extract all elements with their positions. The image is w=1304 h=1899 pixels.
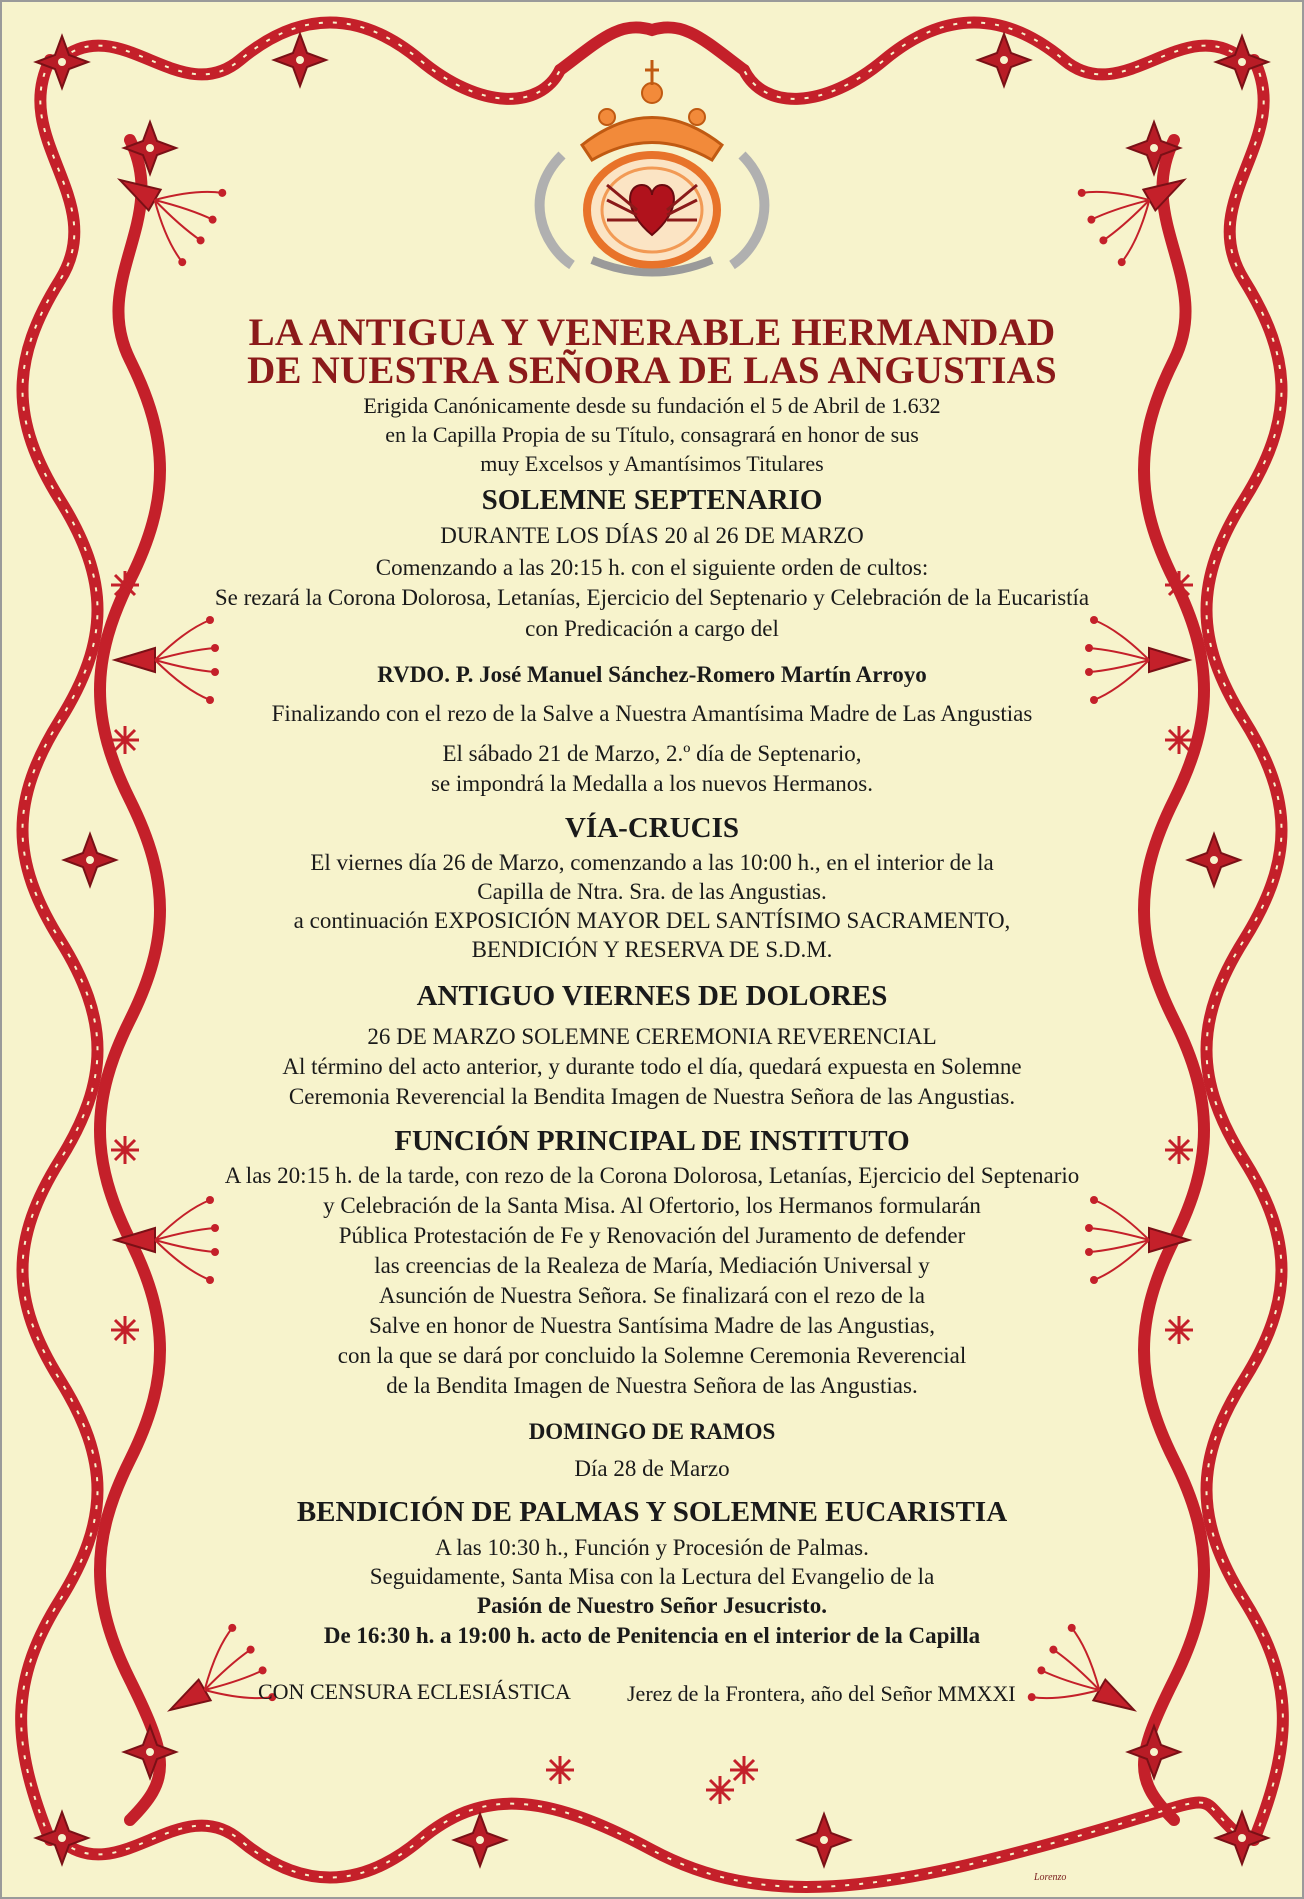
via-crucis-line: a continuación EXPOSICIÓN MAYOR DEL SANTÍSIMO SACRAMENTO, <box>293 908 1011 933</box>
heading-viernes-dolores: ANTIGUO VIERNES DE DOLORES <box>416 980 888 1012</box>
censura-note: CON CENSURA ECLESIÁSTICA <box>258 1679 571 1704</box>
heading-domingo-ramos: DOMINGO DE RAMOS <box>528 1419 776 1444</box>
intro-line: Erigida Canónicamente desde su fundación el 5 de Abril de 1.632 <box>363 393 941 418</box>
viernes-dolores-line: Al término del acto anterior, y durante todo el día, quedará expuesta en Solemne <box>282 1054 1022 1079</box>
funcion-line: con la que se dará por concluido la Solemne Ceremonia Reverencial <box>337 1343 967 1368</box>
septenario-line: Se rezará la Corona Dolorosa, Letanías, Ejercicio del Septenario y Celebración de la Eucaristía <box>214 585 1090 610</box>
intro-line: muy Excelsos y Amantísimos Titulares <box>480 451 824 476</box>
preacher-name: RVDO. P. José Manuel Sánchez-Romero Martín Arroyo <box>377 662 927 687</box>
medal-line: se impondrá la Medalla a los nuevos Hermanos. <box>431 771 873 796</box>
funcion-line: y Celebración de la Santa Misa. Al Ofertorio, los Hermanos formularán <box>323 1193 981 1218</box>
septenario-closing: Finalizando con el rezo de la Salve a Nuestra Amantísima Madre de Las Angustias <box>271 701 1033 726</box>
via-crucis-line: BENDICIÓN Y RESERVA DE S.D.M. <box>471 937 833 962</box>
funcion-line: A las 20:15 h. de la tarde, con rezo de la Corona Dolorosa, Letanías, Ejercicio del Septenario <box>224 1163 1080 1188</box>
intro-line: en la Capilla Propia de su Título, consagrará en honor de sus <box>385 422 919 447</box>
heading-septenario: SOLEMNE SEPTENARIO <box>481 484 823 516</box>
via-crucis-line: El viernes día 26 de Marzo, comenzando a las 10:00 h., en el interior de la <box>310 850 994 875</box>
via-crucis-line: Capilla de Ntra. Sra. de las Angustias. <box>477 879 827 904</box>
septenario-line: con Predicación a cargo del <box>525 616 779 641</box>
title-line-1: LA ANTIGUA Y VENERABLE HERMANDAD <box>248 311 1056 354</box>
medal-line: El sábado 21 de Marzo, 2.º día de Septenario, <box>442 741 862 766</box>
palmas-bold-line: Pasión de Nuestro Señor Jesucristo. <box>477 1593 827 1618</box>
viernes-dolores-line: 26 DE MARZO SOLEMNE CEREMONIA REVERENCIAL <box>367 1024 937 1049</box>
title-line-2: DE NUESTRA SEÑORA DE LAS ANGUSTIAS <box>247 349 1057 392</box>
place-date: Jerez de la Frontera, año del Señor MMXXI <box>627 1681 1016 1706</box>
palmas-line: A las 10:30 h., Función y Procesión de Palmas. <box>435 1535 869 1560</box>
palmas-bold-line: De 16:30 h. a 19:00 h. acto de Penitencia en el interior de la Capilla <box>323 1623 981 1648</box>
artist-signature: Lorenzo <box>1034 1872 1067 1883</box>
viernes-dolores-line: Ceremonia Reverencial la Bendita Imagen de Nuestra Señora de las Angustias. <box>288 1084 1016 1109</box>
funcion-line: las creencias de la Realeza de María, Mediación Universal y <box>374 1253 930 1278</box>
heading-via-crucis: VÍA-CRUCIS <box>564 812 739 844</box>
domingo-ramos-date: Día 28 de Marzo <box>574 1456 730 1481</box>
funcion-line: de la Bendita Imagen de Nuestra Señora de las Angustias. <box>386 1373 918 1398</box>
septenario-line: DURANTE LOS DÍAS 20 al 26 DE MARZO <box>440 523 864 548</box>
septenario-line: Comenzando a las 20:15 h. con el siguiente orden de cultos: <box>375 555 929 580</box>
funcion-line: Pública Protestación de Fe y Renovación del Juramento de defender <box>338 1223 966 1248</box>
funcion-line: Salve en honor de Nuestra Santísima Madre de las Angustias, <box>369 1313 935 1338</box>
heading-funcion-principal: FUNCIÓN PRINCIPAL DE INSTITUTO <box>394 1125 910 1157</box>
heading-bendicion-palmas: BENDICIÓN DE PALMAS Y SOLEMNE EUCARISTIA <box>296 1496 1008 1528</box>
palmas-line: Seguidamente, Santa Misa con la Lectura del Evangelio de la <box>369 1564 935 1589</box>
funcion-line: Asunción de Nuestra Señora. Se finalizará con el rezo de la <box>378 1283 926 1308</box>
